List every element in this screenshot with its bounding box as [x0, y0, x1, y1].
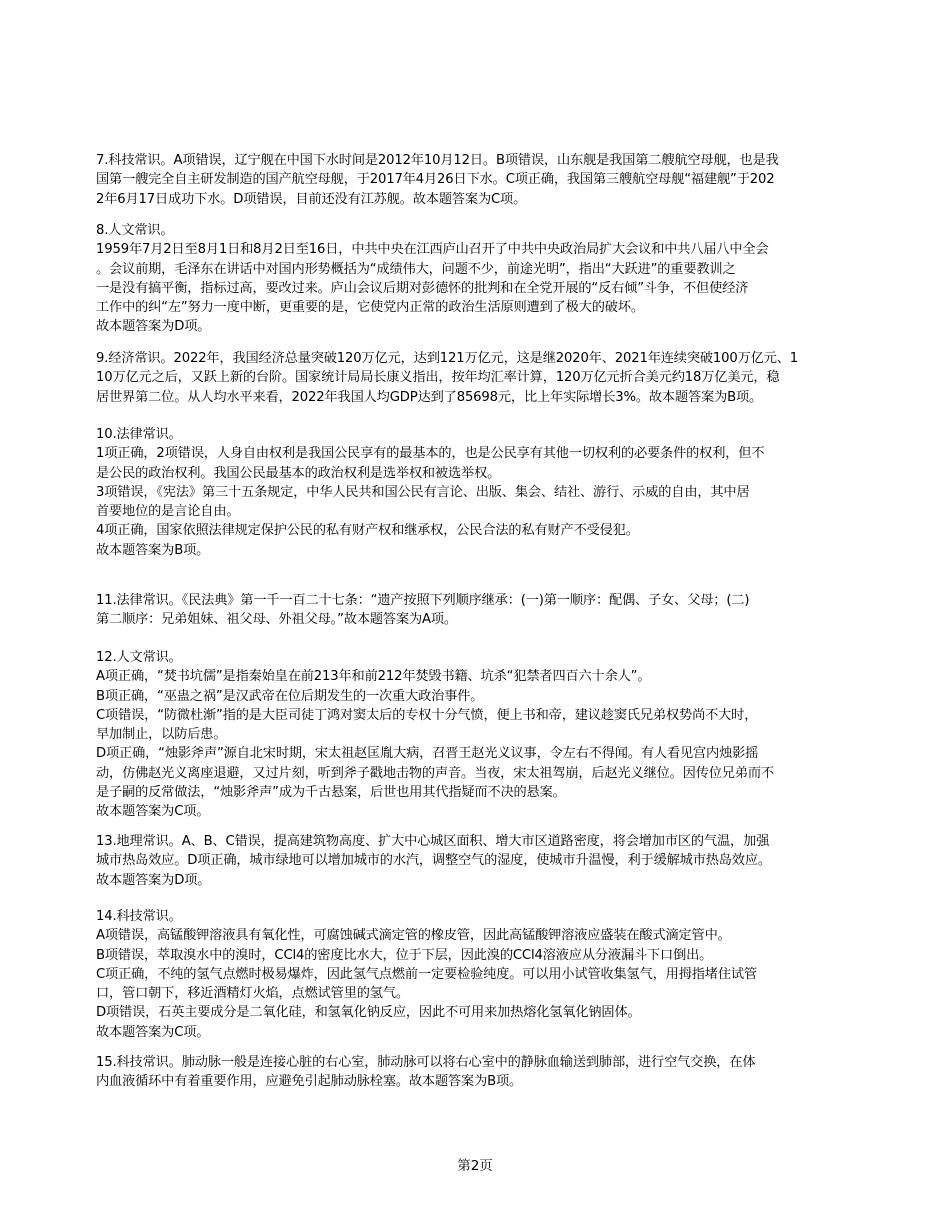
answer-q14: [96, 907, 856, 1042]
text-line: 居世界第二位。从人均水平来看，2022年我国人均GDP达到了85698元，比上年实际增长3%。故本题答案为B项。: [96, 389, 763, 405]
text-line: 是公民的政治权利。我国公民最基本的政治权利是选举权和被选举权。: [96, 465, 501, 481]
answer-q7: [96, 151, 856, 209]
text-line: B项正确，“巫蛊之祸”是汉武帝在位后期发生的一次重大政治事件。: [96, 688, 484, 704]
text-line: 1项正确，2项错误，人身自由权利是我国公民享有的最基本的，也是公民享有其他一切权利的必要条件的权利，但不: [96, 446, 765, 462]
text-line: 动，仿佛赵光义离座退避，又过片刻，听到斧子戳地击物的声音。当夜，宋太祖驾崩，后赵光义继位。因传位兄弟而不: [96, 765, 774, 781]
answer-q11: [96, 591, 856, 630]
text-line: 故本题答案为D项。: [96, 872, 211, 888]
text-line: C项错误，“防微杜渐”指的是大臣司徒丁鸿对窦太后的专权十分气愤，便上书和帝，建议趁窦氏兄弟权势尚不大时，: [96, 707, 758, 723]
text-line: 故本题答案为D项。: [96, 319, 211, 335]
text-line: 10.法律常识。: [96, 427, 182, 442]
text-line: 国第一艘完全自主研发制造的国产航空母舰，于2017年4月26日下水。C项正确，我国第三艘航空母舰“福建舰”于202: [96, 172, 775, 188]
text-line: 故本题答案为C项。: [96, 804, 210, 820]
text-line: 2年6月17日成功下水。D项错误，目前还没有江苏舰。故本题答案为C项。: [96, 191, 527, 207]
text-line: 城市热岛效应。D项正确，城市绿地可以增加城市的水汽，调整空气的湿度，使城市升温慢，利于缓解城市热岛效应。: [96, 853, 771, 869]
text-line: D项错误，石英主要成分是二氧化硅，和氢氧化钠反应，因此不可用来加热熔化氢氧化钠固体。: [96, 1005, 641, 1021]
text-line: 早加制止，以防后患。: [96, 727, 227, 743]
text-line: 9.经济常识。2022年，我国经济总量突破120万亿元，达到121万亿元，这是继2020年、2021年连续突破100万亿元、1: [96, 351, 799, 366]
text-line: 4项正确，国家依照法律规定保护公民的私有财产权和继承权，公民合法的私有财产不受侵犯。: [96, 523, 639, 539]
answer-q9: [96, 349, 856, 407]
answer-q8: [96, 221, 856, 337]
text-line: 第二顺序：兄弟姐妹、祖父母、外祖父母。”故本题答案为A项。: [96, 612, 457, 628]
text-line: A项正确，“焚书坑儒”是指秦始皇在前213年和前212年焚毁书籍、坑杀“犯禁者四百六十余人”。: [96, 669, 651, 685]
text-line: 首要地位的是言论自由。: [96, 504, 240, 520]
text-line: C项正确，不纯的氢气点燃时极易爆炸，因此氢气点燃前一定要检验纯度。可以用小试管收集氢气，用拇指堵住试管: [96, 966, 757, 982]
text-line: 是子嗣的反常做法，“烛影斧声”成为千古悬案，后世也用其代指疑而不决的悬案。: [96, 785, 566, 801]
text-line: 内血液循环中有着重要作用，应避免引起肺动脉栓塞。故本题答案为B项。: [96, 1074, 523, 1090]
text-line: 一是没有搞平衡，指标过高，要改过来。庐山会议后期对彭德怀的批判和在全党开展的“反右倾”斗争，不但使经济: [96, 280, 749, 296]
text-line: 口，管口朝下，移近酒精灯火焰，点燃试管里的氢气。: [96, 986, 409, 1002]
text-line: 12.人文常识。: [96, 650, 182, 665]
text-line: 14.科技常识。: [96, 909, 182, 924]
text-line: D项正确，“烛影斧声”源自北宋时期，宋太祖赵匡胤大病，召晋王赵光义议事，令左右不得闻。有人看见宫内烛影摇: [96, 746, 759, 762]
answer-q10: [96, 425, 856, 560]
text-line: 10万亿元之后，又跃上新的台阶。国家统计局局长康义指出，按年均汇率计算，120万亿元折合美元约18万亿美元，稳: [96, 370, 780, 386]
text-line: 工作中的纠“左”努力一度中断，更重要的是，它使党内正常的政治生活原则遭到了极大的破坏。: [96, 300, 644, 316]
text-line: B项错误，萃取溴水中的溴时，CCl4的密度比水大，位于下层，因此溴的CCl4溶液应从分液漏斗下口倒出。: [96, 947, 713, 963]
text-line: A项错误，高锰酸钾溶液具有氧化性，可腐蚀碱式滴定管的橡皮管，因此高锰酸钾溶液应盛装在酸式滴定管中。: [96, 928, 731, 944]
answer-q12: [96, 648, 856, 822]
text-line: 故本题答案为C项。: [96, 1024, 210, 1040]
text-line: 13.地理常识。A、B、C错误，提高建筑物高度、扩大中心城区面积、增大市区道路密度，将会增加市区的气温，加强: [96, 834, 770, 849]
text-line: 8.人文常识。: [96, 223, 174, 238]
text-line: 故本题答案为B项。: [96, 542, 210, 558]
text-line: 。会议前期，毛泽东在讲话中对国内形势概括为“成绩伟大，问题不少，前途光明”，指出“大跃进”的重要教训之: [96, 261, 736, 277]
page-number: 第2页: [457, 1158, 493, 1174]
text-line: 3项错误，《宪法》第三十五条规定，中华人民共和国公民有言论、出版、集会、结社、游行、示威的自由，其中居: [96, 484, 750, 500]
text-line: 1959年7月2日至8月1日和8月2日至16日，中共中央在江西庐山召开了中共中央政治局扩大会议和中共八届八中全会: [96, 242, 769, 258]
text-line: 7.科技常识。A项错误，辽宁舰在中国下水时间是2012年10月12日。B项错误，山东舰是我国第二艘航空母舰，也是我: [96, 153, 779, 168]
answer-q15: [96, 1053, 856, 1092]
text-line: 11.法律常识。《民法典》第一千一百二十七条：“遗产按照下列顺序继承：(一)第一顺序：配偶、子女、父母；(二): [96, 593, 750, 608]
text-line: 15.科技常识。肺动脉一般是连接心脏的右心室，肺动脉可以将右心室中的静脉血输送到肺部，进行空气交换，在体: [96, 1055, 756, 1070]
answer-q13: [96, 832, 856, 890]
